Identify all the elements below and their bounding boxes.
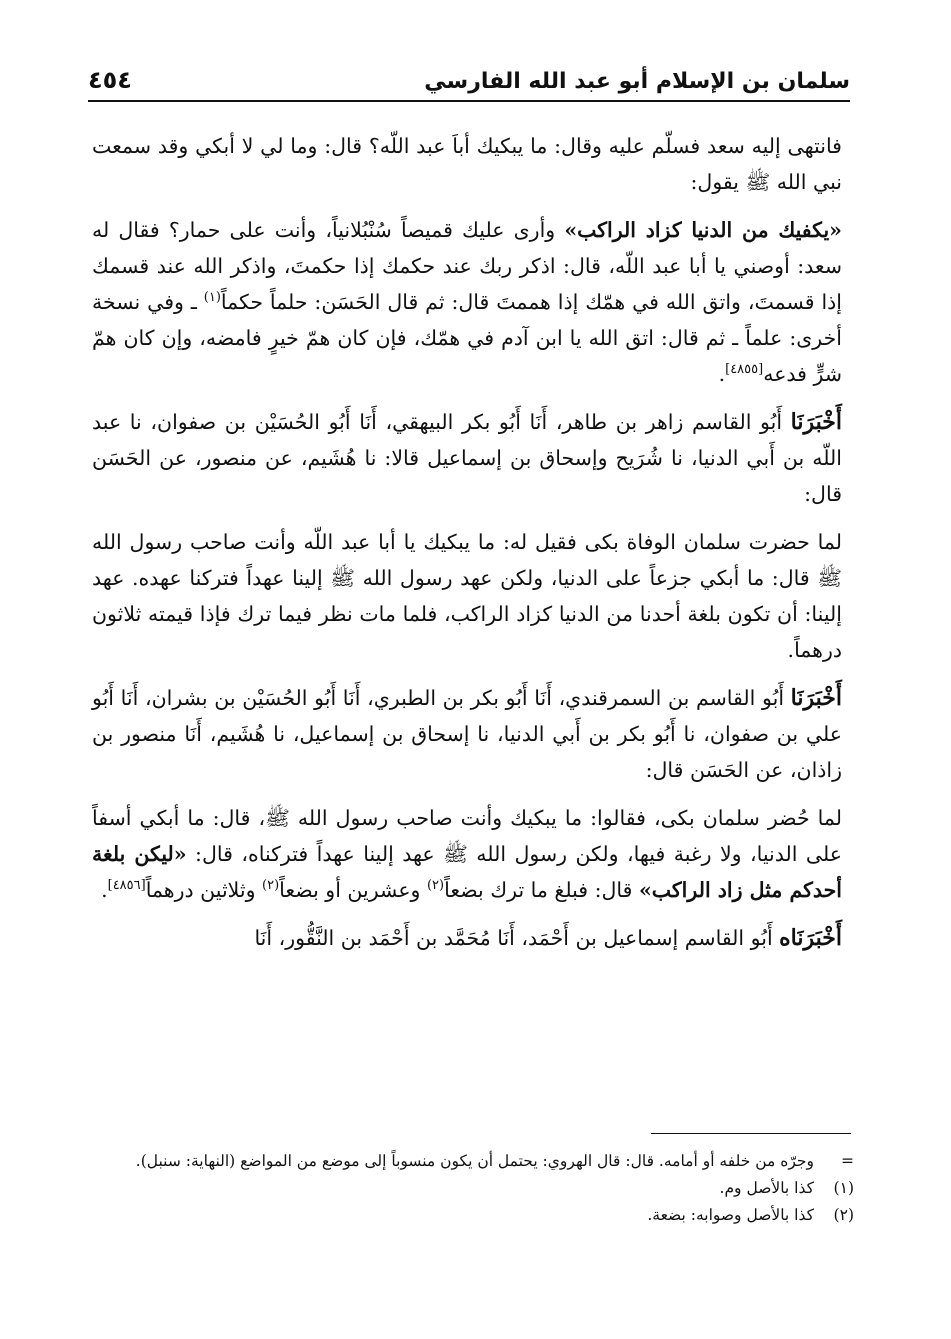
hadith-quote-2: «ليكن بلغة أحدكم مثل زاد الراكب» (92, 842, 842, 902)
hadith-quote-1: «يكفيك من الدنيا كزاد الراكب» (564, 218, 842, 242)
paragraph-4-text: لما حضرت سلمان الوفاة بكى فقيل له: ما يبكيك يا أبا عبد اللّه وأنت صاحب رسول الله ﷺ قال: ما أبكي جزعاً على الدنيا، ولكن عهد رسول الله ﷺ إلينا عهداً فتركنا عهده. عهد إلينا: أن تكون بلغة أحدنا من الدنيا كزاد الراكب، فلما مات نظر فيما ترك فإذا قيمته ثلاثون درهماً. (92, 530, 842, 662)
paragraph-3 (92, 404, 842, 512)
paragraph-4 (92, 524, 842, 668)
footnote-item (92, 1175, 854, 1202)
footnote-mark: = (841, 1152, 854, 1170)
page-number: ٤٥٤ (88, 66, 132, 94)
paragraph-6-end: وثلاثين درهماً (145, 878, 263, 902)
footnote-text: كذا بالأصل وم. (719, 1179, 814, 1197)
footnote-ref-1: (١) (203, 290, 221, 306)
paragraph-6-mid2: وعشرين أو بضعاً (279, 878, 427, 902)
footnote-item (92, 1148, 854, 1175)
page-header (88, 58, 850, 102)
footnote-text: كذا بالأصل وصوابه: بضعة. (647, 1206, 814, 1224)
running-title: سلمان بن الإسلام أبو عبد الله الفارسي (424, 69, 850, 94)
paragraph-7 (92, 920, 842, 956)
paragraph-2: «يكفيك من الدنيا كزاد الراكب» وأرى عليك قميصاً سُنْبُلانياً، وأنت على حمار؟ فقال له سعد: أوصني يا أبا عبد اللّه، قال: اذكر ربك عند حكمك إذا حكمتَ، واذكر الله عند قسمك إذا قسمتَ، واتق الله في همّك إذا هممتَ قال: ثم قال الحَسَن: حلماً حكماً$^{(١)}$ ـ وفي نسخة أخرى: علماً ـ ثم قال: اتق الله يا ابن آدم في همّك، فإن كان همّ خيرٍ فامضه، وإن كان همّ شرٍّ فدعه[٤٨٥٥]. (92, 218, 842, 386)
footnote-ref-2b: (٢) (262, 878, 280, 894)
paragraph-6: لما حُضر سلمان بكى، فقالوا: ما يبكيك وأنت صاحب رسول الله ﷺ، قال: ما أبكي أسفاً على الدنيا، ولا رغبة فيها، ولكن رسول الله ﷺ عهد إلينا عهداً فتركناه، قال: «ليكن بلغة أحدكم مثل زاد الراكب» قال: فبلغ ما ترك بضعاً$^{(٢)}$ وعشرين أو بضعاً$^{(٢)}$ وثلاثين درهماً[٤٨٥٦]. (92, 806, 842, 902)
paragraph-5 (92, 680, 842, 788)
paragraph-5-text: أَبُو القاسم بن السمرقندي، أَنَا أَبُو بكر بن الطبري، أَنَا أَبُو الحُسَيْن بن بشران، أَنَا أَبُو علي بن صفوان، نا أَبُو بكر بن أَبي الدنيا، نا إسحاق بن إسماعيل، نا هُشَيم، أَنَا منصور بن زاذان، عن الحَسَن قال: (92, 686, 842, 782)
isnad-lead-2: أَخْبَرَنَا (790, 685, 842, 711)
hadith-number-4856: [٤٨٥٦] (107, 878, 146, 894)
footnote-text: وجرّه من خلفه أو أمامه. قال: قال الهروي: يحتمل أن يكون منسوباً إلى موضع من المواضع (النهاية: سنبل). (135, 1152, 814, 1170)
footnote-mark: (٢) (833, 1206, 854, 1224)
hadith-number-4855: [٤٨٥٥] (725, 362, 764, 378)
paragraph-1 (92, 128, 842, 200)
isnad-lead-1: أَخْبَرَنَا (790, 409, 842, 435)
paragraph-2-end: ـ وفي نسخة أخرى: علماً ـ ثم قال: اتق الله يا ابن آدم في همّك، فإن كان همّ خيرٍ فامضه، وإن كان همّ شرٍّ فدعه (92, 290, 842, 386)
isnad-lead-3: أَخْبَرَنَاه (779, 925, 842, 951)
paragraph-6-mid: قال: فبلغ ما ترك بضعاً (444, 878, 639, 902)
footnote-mark: (١) (833, 1179, 854, 1197)
paragraph-7-text: أَبُو القاسم إسماعيل بن أَحْمَد، أَنَا مُحَمَّد بن أَحْمَد بن النَّقُّور، أَنَا (254, 926, 780, 950)
main-text (92, 128, 842, 968)
footnotes (92, 1148, 854, 1229)
footnote-ref-2a: (٢) (426, 878, 445, 894)
paragraph-1-text: فانتهى إليه سعد فسلّم عليه وقال: ما يبكيك أباَ عبد اللّه؟ قال: وما لي لا أبكي وقد سمعت نبي الله ﷺ يقول: (92, 134, 842, 194)
paragraph-6-start: لما حُضر سلمان بكى، فقالوا: ما يبكيك وأنت صاحب رسول الله ﷺ، قال: ما أبكي أسفاً على الدنيا، ولا رغبة فيها، ولكن رسول الله ﷺ عهد إلينا عهداً فتركناه، قال: (92, 806, 842, 866)
paragraph-3-text: أَبُو القاسم زاهر بن طاهر، أَنَا أَبُو بكر البيهقي، أَنَا أَبُو الحُسَيْن بن صفوان، نا عبد اللّه بن أَبي الدنيا، نا شُرَيح وإسحاق بن إسماعيل قالا: نا هُشَيم، عن منصور، عن الحَسَن قال: (92, 410, 842, 506)
paragraph-2-text: وأرى عليك قميصاً سُنْبُلانياً، وأنت على حمار؟ فقال له سعد: أوصني يا أبا عبد اللّه، قال: اذكر ربك عند حكمك إذا حكمتَ، واذكر الله عند قسمك إذا قسمتَ، واتق الله في همّك إذا هممتَ قال: ثم قال الحَسَن: حلماً حكماً (92, 218, 842, 314)
footnote-divider (651, 1133, 851, 1134)
footnote-item (92, 1202, 854, 1229)
